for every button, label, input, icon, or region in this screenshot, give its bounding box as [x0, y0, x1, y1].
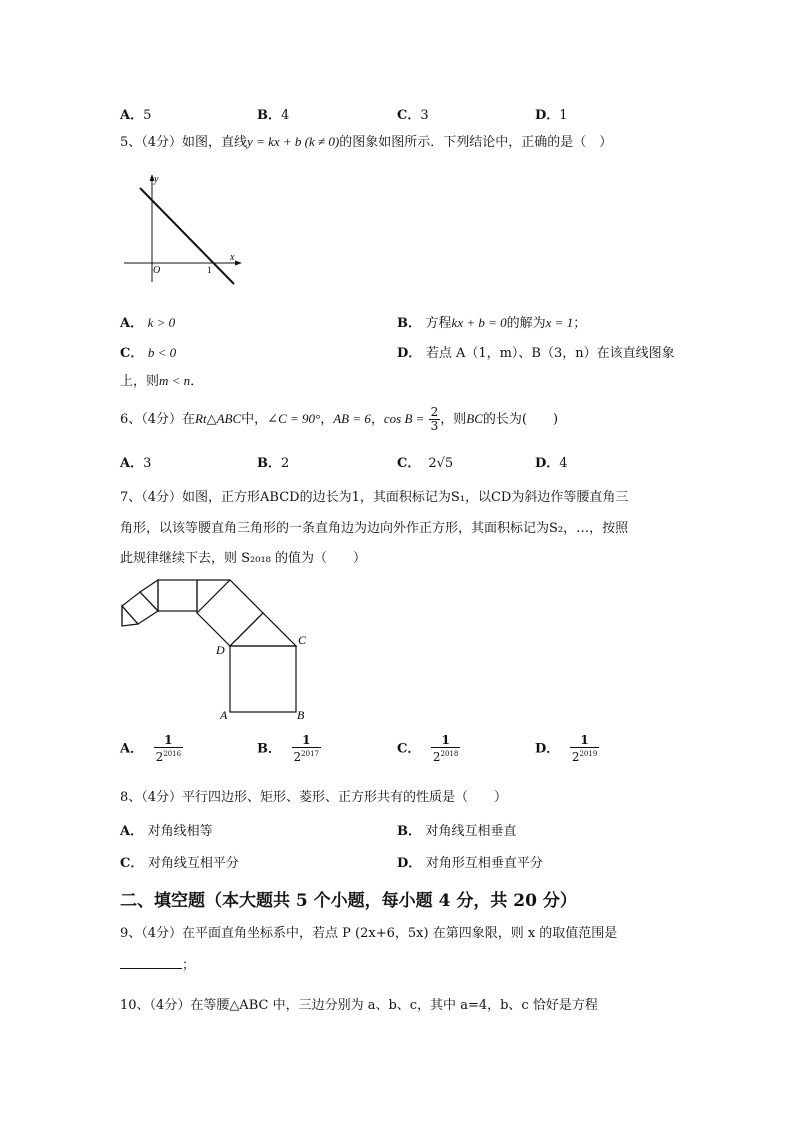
x-label: x: [230, 252, 235, 263]
label-d: D: [216, 643, 225, 657]
q6-option-c: C． 2√5: [397, 456, 454, 471]
q7-option-b: B． $\frac{1}{2^{2017}}$: [257, 733, 319, 764]
q6-option-b: B．2: [257, 456, 290, 471]
q8-stem: 8、（4分）平行四边形、矩形、菱形、正方形共有的性质是（ ）: [120, 790, 508, 805]
label-c: C: [298, 633, 307, 647]
q8-option-c: C． 对角线互相平分: [120, 856, 239, 871]
x-tick-label: 1: [207, 265, 212, 275]
q5-option-c: C． b < 0: [120, 345, 177, 361]
q5-line-graph: [118, 172, 248, 290]
answer-blank[interactable]: [120, 956, 182, 969]
square-abcd: [230, 646, 296, 712]
q7-square-pattern-figure: [116, 574, 316, 722]
q5-option-d-continued: 上，则m < n．: [120, 373, 204, 389]
q4-option-b: B．4: [257, 108, 290, 123]
q6-option-d: D．4: [535, 456, 568, 471]
cos-b-fraction: $\frac{2}{3}$: [430, 405, 439, 433]
q9-answer-line: ；: [120, 956, 195, 975]
label-a: A: [220, 708, 228, 722]
triangle-1: [230, 613, 296, 646]
x-axis-arrow: [235, 261, 242, 266]
q7-option-d: D． $\frac{1}{2^{2019}}$: [535, 733, 598, 764]
q5-option-a: A． k > 0: [120, 315, 176, 331]
q6-stem: 6、（4分）在Rt△ABC中，∠C = 90°，AB = 6，cos B = $\frac{2}{3}$ ，则BC的长为( ): [120, 405, 559, 433]
q8-option-b: B． 对角线互相垂直: [397, 824, 517, 839]
q6-option-a: A．3: [120, 456, 152, 471]
square-s4: [122, 592, 158, 624]
q10-stem: 10、（4分）在等腰△ABC 中，三边分别为 a、b、c，其中 a=4，b、c 恰好是方程: [120, 998, 598, 1013]
q7-stem-line-1: 7、（4分）如图，正方形ABCD的边长为1，其面积标记为S₁，以CD为斜边作等腰直角三: [120, 490, 629, 505]
q4-option-d: D．1: [535, 108, 568, 123]
q4-option-c: C．3: [397, 108, 429, 123]
y-label: y: [154, 174, 159, 185]
section-fill-in-title: 二、填空题（本大题共 5 个小题，每小题 4 分，共 20 分）: [120, 891, 577, 911]
q5-option-b: B． 方程kx + b = 0的解为x = 1；: [397, 315, 587, 331]
square-s3: [158, 580, 197, 611]
q7-stem-line-2: 角形，以该等腰直角三角形的一条直角边为边向外作正方形，其面积标记为S₂，…，按照: [120, 521, 629, 536]
q5-option-d: D． 若点 A（1，m）、B（3，n）在该直线图象: [397, 346, 675, 361]
q8-option-d: D． 对角形互相垂直平分: [397, 856, 543, 871]
origin-label: O: [153, 265, 161, 276]
label-b: B: [297, 708, 305, 722]
q5-stem: 5、（4分）如图，直线y = kx + b (k ≠ 0)的图象如图所示．下列结论中，正确的是（ ）: [120, 134, 613, 150]
q9-stem: 9、（4分）在平面直角坐标系中，若点 P (2x+6，5x) 在第四象限，则 x 的取值范围是: [120, 926, 618, 941]
q7-stem-line-3: 此规律继续下去，则 S₂₀₁₈ 的值为（ ）: [120, 551, 367, 566]
q7-option-a: A． $\frac{1}{2^{2016}}$: [120, 733, 182, 764]
triangle-4: [122, 606, 138, 626]
q4-option-a: A．5: [120, 108, 152, 123]
square-s2: [197, 580, 263, 646]
q8-option-a: A． 对角线相等: [120, 824, 213, 839]
q7-option-c: C． $\frac{1}{2^{2018}}$: [397, 733, 459, 764]
